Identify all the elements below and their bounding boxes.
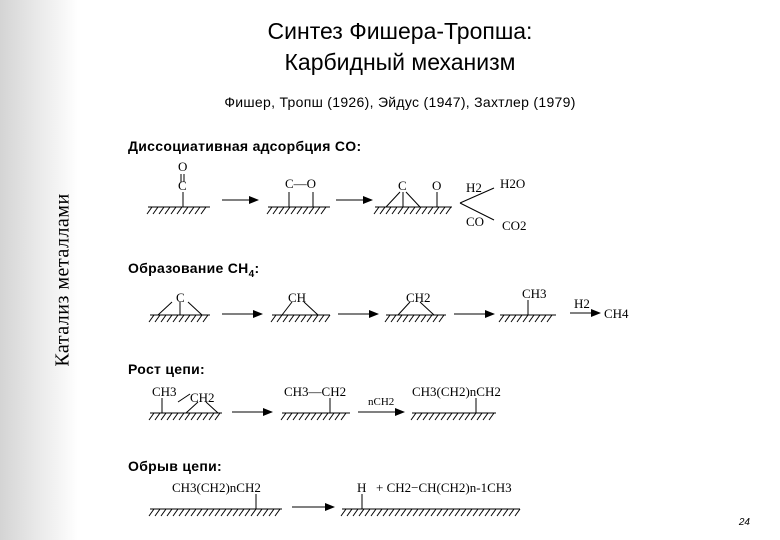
surface-hatch	[509, 509, 514, 516]
surface-hatch	[461, 509, 466, 516]
surface-hatch	[425, 509, 430, 516]
surface-hatch	[165, 207, 170, 214]
surface-hatch	[149, 413, 154, 420]
surface-hatch	[397, 315, 402, 322]
surface-hatch	[149, 315, 154, 322]
surface-hatch	[275, 509, 280, 516]
surface-hatch	[191, 413, 196, 420]
surface-hatch	[395, 509, 400, 516]
surface-hatch	[383, 509, 388, 516]
surface-hatch	[386, 207, 391, 214]
surface-hatch	[365, 509, 370, 516]
surface-hatch	[517, 315, 522, 322]
formula-h2: H2	[466, 180, 482, 195]
surface-hatch	[197, 315, 202, 322]
surface-hatch	[433, 315, 438, 322]
formula-co2: CO2	[502, 218, 527, 233]
surface-hatch	[416, 207, 421, 214]
surface-hatch	[159, 207, 164, 214]
surface-hatch	[311, 413, 316, 420]
formula-h: H	[357, 480, 367, 495]
surface-hatch	[155, 509, 160, 516]
surface-hatch	[455, 509, 460, 516]
surface-hatch	[443, 509, 448, 516]
surface-hatch	[301, 315, 306, 322]
surface-hatch	[428, 207, 433, 214]
formula-plus-chain: + CH2−CH(CH2)n-1CH3	[376, 480, 512, 495]
surface-hatch	[497, 509, 502, 516]
surface-hatch	[407, 509, 412, 516]
formula-c: C	[178, 178, 187, 193]
surface-hatch	[404, 207, 409, 214]
bond-line	[158, 302, 172, 315]
surface-hatch	[179, 509, 184, 516]
surface-hatch	[411, 413, 416, 420]
surface-hatch	[439, 315, 444, 322]
surface-hatch	[177, 207, 182, 214]
surface-hatch	[297, 207, 302, 214]
surface-hatch	[435, 413, 440, 420]
surface-hatch	[347, 509, 352, 516]
surface-hatch	[209, 413, 214, 420]
surface-hatch	[421, 315, 426, 322]
surface-hatch	[409, 315, 414, 322]
surface-hatch	[541, 315, 546, 322]
surface-hatch	[289, 315, 294, 322]
surface-hatch	[479, 509, 484, 516]
surface-hatch	[441, 413, 446, 420]
formula-ch2: CH2	[190, 390, 215, 405]
surface-hatch	[155, 413, 160, 420]
surface-hatch	[267, 207, 272, 214]
formula-c: C	[176, 290, 185, 305]
section-chain-growth: Рост цепи:	[128, 361, 206, 377]
formula-ch: CH	[288, 290, 307, 305]
surface-hatch	[233, 509, 238, 516]
surface-hatch	[203, 509, 208, 516]
surface-hatch	[303, 207, 308, 214]
surface-hatch	[257, 509, 262, 516]
surface-hatch	[197, 413, 202, 420]
surface-hatch	[285, 207, 290, 214]
section-chain-termination: Обрыв цепи:	[128, 458, 222, 474]
surface-hatch	[295, 315, 300, 322]
surface-hatch	[323, 413, 328, 420]
surface-hatch	[317, 413, 322, 420]
surface-hatch	[271, 315, 276, 322]
surface-hatch	[413, 509, 418, 516]
surface-hatch	[377, 509, 382, 516]
subtitle-authors: Фишер, Тропш (1926), Эйдус (1947), Захтлер (1979)	[224, 94, 576, 110]
surface-hatch	[453, 413, 458, 420]
surface-hatch	[251, 509, 256, 516]
formula-chain: CH3(CH2)nCH2	[172, 480, 261, 495]
formula-ch2: CH2	[406, 290, 431, 305]
surface-hatch	[173, 509, 178, 516]
surface-hatch	[485, 509, 490, 516]
surface-hatch	[149, 509, 154, 516]
surface-hatch	[505, 315, 510, 322]
surface-hatch	[239, 509, 244, 516]
surface-hatch	[227, 509, 232, 516]
surface-hatch	[195, 207, 200, 214]
surface-hatch	[167, 413, 172, 420]
formula-o: O	[178, 159, 188, 174]
surface-hatch	[315, 207, 320, 214]
surface-hatch	[203, 413, 208, 420]
surface-hatch	[277, 315, 282, 322]
surface-hatch	[329, 413, 334, 420]
surface-hatch	[398, 207, 403, 214]
surface-hatch	[269, 509, 274, 516]
surface-hatch	[511, 315, 516, 322]
surface-hatch	[341, 413, 346, 420]
formula-h2o: H2O	[500, 176, 526, 191]
surface-hatch	[422, 207, 427, 214]
surface-hatch	[291, 207, 296, 214]
surface-hatch	[419, 509, 424, 516]
surface-hatch	[155, 315, 160, 322]
surface-hatch	[203, 315, 208, 322]
surface-hatch	[197, 509, 202, 516]
surface-hatch	[529, 315, 534, 322]
surface-hatch	[403, 315, 408, 322]
surface-hatch	[459, 413, 464, 420]
surface-hatch	[437, 509, 442, 516]
bond-line	[386, 192, 400, 207]
surface-hatch	[515, 509, 520, 516]
surface-hatch	[477, 413, 482, 420]
surface-hatch	[434, 207, 439, 214]
formula-ch3: CH3	[522, 286, 547, 301]
surface-hatch	[191, 315, 196, 322]
surface-hatch	[446, 207, 451, 214]
surface-hatch	[191, 509, 196, 516]
surface-hatch	[215, 509, 220, 516]
surface-hatch	[341, 509, 346, 516]
surface-hatch	[319, 315, 324, 322]
surface-hatch	[173, 413, 178, 420]
surface-hatch	[309, 207, 314, 214]
surface-hatch	[401, 509, 406, 516]
surface-hatch	[325, 315, 330, 322]
formula-h2: H2	[574, 296, 590, 311]
surface-hatch	[215, 413, 220, 420]
row-chain-termination	[149, 494, 520, 516]
surface-hatch	[321, 207, 326, 214]
bond-line	[188, 302, 202, 315]
surface-hatch	[273, 207, 278, 214]
surface-hatch	[335, 413, 340, 420]
surface-hatch	[353, 509, 358, 516]
surface-hatch	[535, 315, 540, 322]
page-number: 24	[738, 517, 750, 528]
surface-hatch	[161, 509, 166, 516]
surface-hatch	[153, 207, 158, 214]
surface-hatch	[201, 207, 206, 214]
surface-hatch	[385, 315, 390, 322]
surface-hatch	[374, 207, 379, 214]
surface-hatch	[183, 207, 188, 214]
surface-hatch	[185, 509, 190, 516]
surface-hatch	[287, 413, 292, 420]
surface-hatch	[179, 413, 184, 420]
surface-hatch	[189, 207, 194, 214]
section-dissociative-adsorption: Диссоциативная адсорбция CO:	[128, 138, 362, 154]
formula-c: C	[398, 178, 407, 193]
surface-hatch	[467, 509, 472, 516]
section-methane-formation: Образование $CH_4$:	[128, 260, 260, 280]
surface-hatch	[167, 509, 172, 516]
surface-hatch	[313, 315, 318, 322]
surface-hatch	[465, 413, 470, 420]
surface-hatch	[173, 315, 178, 322]
surface-hatch	[417, 413, 422, 420]
row-co-adsorption	[147, 174, 494, 220]
formula-chain: CH3(CH2)nCH2	[412, 384, 501, 399]
surface-hatch	[389, 509, 394, 516]
bond-line	[304, 302, 318, 315]
bond-line	[406, 192, 420, 207]
surface-hatch	[410, 207, 415, 214]
surface-hatch	[171, 207, 176, 214]
surface-hatch	[471, 413, 476, 420]
surface-hatch	[209, 509, 214, 516]
surface-hatch	[440, 207, 445, 214]
surface-hatch	[167, 315, 172, 322]
surface-hatch	[547, 315, 552, 322]
surface-hatch	[429, 413, 434, 420]
surface-hatch	[392, 207, 397, 214]
row-methane-formation	[149, 300, 600, 322]
surface-hatch	[499, 315, 504, 322]
formula-n-ch2: nCH2	[368, 396, 395, 408]
surface-hatch	[281, 413, 286, 420]
surface-hatch	[523, 315, 528, 322]
surface-hatch	[299, 413, 304, 420]
surface-hatch	[161, 413, 166, 420]
surface-hatch	[371, 509, 376, 516]
surface-hatch	[221, 509, 226, 516]
surface-hatch	[279, 207, 284, 214]
surface-hatch	[415, 315, 420, 322]
surface-hatch	[431, 509, 436, 516]
formula-ch3: CH3	[152, 384, 177, 399]
bond-line	[178, 394, 190, 402]
formula-co-bond: C—O	[285, 176, 317, 191]
surface-hatch	[179, 315, 184, 322]
title-line-1: Синтез Фишера-Тропша:	[267, 18, 533, 44]
surface-hatch	[245, 509, 250, 516]
formula-ch4: CH4	[604, 306, 629, 321]
surface-hatch	[427, 315, 432, 322]
surface-hatch	[283, 315, 288, 322]
surface-hatch	[293, 413, 298, 420]
formula-o: O	[432, 178, 442, 193]
surface-hatch	[147, 207, 152, 214]
surface-hatch	[380, 207, 385, 214]
surface-hatch	[489, 413, 494, 420]
surface-hatch	[185, 315, 190, 322]
surface-hatch	[305, 413, 310, 420]
surface-hatch	[359, 509, 364, 516]
surface-hatch	[161, 315, 166, 322]
surface-hatch	[491, 509, 496, 516]
surface-hatch	[449, 509, 454, 516]
surface-hatch	[423, 413, 428, 420]
title-line-2: Карбидный механизм	[284, 49, 516, 75]
surface-hatch	[503, 509, 508, 516]
surface-hatch	[391, 315, 396, 322]
surface-hatch	[447, 413, 452, 420]
formula-ch3-ch2: CH3—CH2	[284, 384, 347, 399]
formula-co: CO	[466, 214, 485, 229]
vertical-title: Катализ металлами	[51, 193, 74, 367]
surface-hatch	[307, 315, 312, 322]
surface-hatch	[263, 509, 268, 516]
surface-hatch	[483, 413, 488, 420]
surface-hatch	[185, 413, 190, 420]
surface-hatch	[473, 509, 478, 516]
